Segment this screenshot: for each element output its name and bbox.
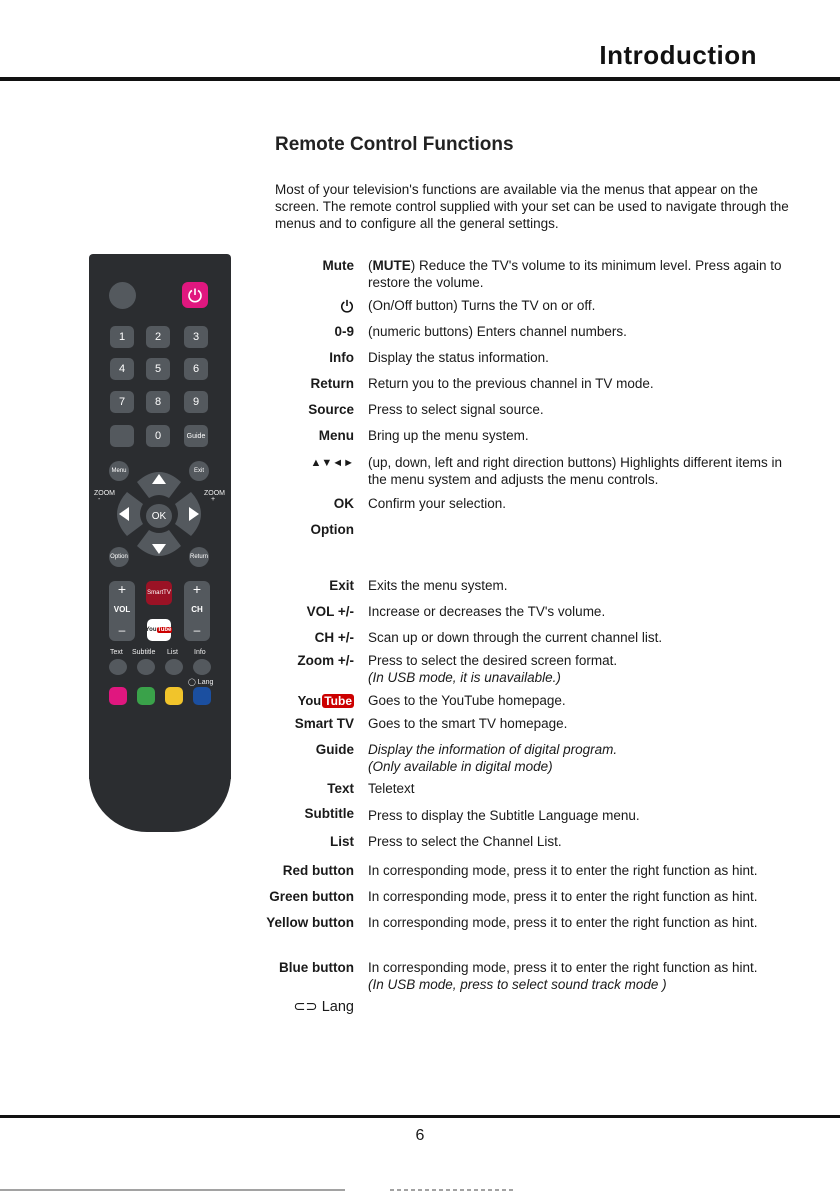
desc-line: In corresponding mode, press it to enter the right function as hint. <box>368 960 758 975</box>
power-icon <box>340 299 354 313</box>
info-button[interactable] <box>193 659 211 675</box>
function-key: Exit <box>329 578 354 593</box>
function-key: CH +/- <box>314 630 354 645</box>
subtitle-label: Subtitle <box>132 649 156 656</box>
function-key: Mute <box>322 258 354 273</box>
list-button[interactable] <box>165 659 183 675</box>
blank-button[interactable] <box>110 425 134 447</box>
desc-note: (In USB mode, it is unavailable.) <box>368 669 561 685</box>
function-key: Red button <box>282 863 354 878</box>
remote-control-illustration <box>89 254 231 832</box>
text-button[interactable] <box>109 659 127 675</box>
section-title: Remote Control Functions <box>275 134 514 155</box>
youtube-button[interactable] <box>147 619 171 641</box>
ch-plus-label: + <box>192 581 202 597</box>
function-desc: Scan up or down through the current channel list. <box>368 630 663 645</box>
digit-button-6[interactable]: 6 <box>184 358 208 380</box>
function-key: Zoom +/- <box>297 653 354 668</box>
function-key: Info <box>329 350 354 365</box>
youtube-you-text: You <box>145 627 157 633</box>
lang-label-text: Lang <box>197 679 214 686</box>
zoom-plus-label: ZOOM <box>204 490 225 497</box>
vol-minus-label: – <box>118 623 126 637</box>
function-key: Yellow button <box>266 915 354 930</box>
function-key: Green button <box>269 889 354 904</box>
function-key: OK <box>333 496 354 511</box>
desc-rest: ) Reduce the TV's volume to its minimum level. Press again to restore the volume. <box>368 258 782 290</box>
desc-note: (Only available in digital mode) <box>368 758 553 774</box>
zoom-minus-label: ZOOM <box>94 490 115 497</box>
desc-bold: MUTE <box>372 258 411 273</box>
green-button[interactable] <box>137 687 155 705</box>
function-desc: Goes to the YouTube homepage. <box>368 693 566 708</box>
function-desc: Goes to the smart TV homepage. <box>368 716 568 731</box>
function-desc: In corresponding mode, press it to enter the right function as hint. <box>368 863 758 878</box>
footer-rule <box>0 1115 840 1118</box>
power-button[interactable] <box>182 282 208 308</box>
youtube-tube: Tube <box>324 693 352 708</box>
vol-rocker[interactable] <box>109 581 135 641</box>
function-desc: Teletext <box>368 781 415 796</box>
function-key: Blue button <box>279 960 354 975</box>
function-key: Menu <box>318 428 354 443</box>
zoom-plus-symbol: + <box>211 496 216 503</box>
menu-button[interactable]: Menu <box>109 461 129 481</box>
function-key: Source <box>308 402 354 417</box>
function-desc: Return you to the previous channel in TV mode. <box>368 376 654 391</box>
lang-label <box>188 678 213 686</box>
function-key <box>293 999 354 1015</box>
return-button[interactable]: Return <box>189 547 209 567</box>
digit-button-0[interactable]: 0 <box>146 425 170 447</box>
function-key <box>298 693 354 708</box>
list-label: List <box>167 649 178 656</box>
digit-button-7[interactable]: 7 <box>110 391 134 413</box>
source-button[interactable] <box>109 282 136 309</box>
function-key: List <box>329 834 354 849</box>
function-desc: Increase or decreases the TV's volume. <box>368 604 606 619</box>
digit-button-1[interactable]: 1 <box>110 326 134 348</box>
desc-note: (In USB mode, press to select sound track mode ) <box>368 976 667 992</box>
function-key: 0-9 <box>334 324 354 339</box>
function-key: ▲▼◄► <box>310 457 354 469</box>
function-desc: (numeric buttons) Enters channel numbers. <box>368 324 627 339</box>
function-desc: Display the status information. <box>368 350 549 365</box>
scan-artifact-marks <box>0 1189 840 1191</box>
page-header-title: Introduction <box>599 40 757 70</box>
function-key: Smart TV <box>294 716 354 731</box>
function-desc <box>368 742 798 775</box>
option-button[interactable]: Option <box>109 547 129 567</box>
lang-icon: ◯ <box>188 679 196 686</box>
guide-button[interactable]: Guide <box>184 425 208 447</box>
function-desc <box>368 960 798 993</box>
zoom-minus-symbol: - <box>98 496 101 503</box>
digit-button-9[interactable]: 9 <box>184 391 208 413</box>
function-desc: (On/Off button) Turns the TV on or off. <box>368 298 596 313</box>
function-desc: (up, down, left and right direction buttons) Highlights different items in the menu system and adjusts the menu controls. <box>368 455 782 487</box>
function-key: Guide <box>315 742 354 757</box>
red-button[interactable] <box>109 687 127 705</box>
digit-button-5[interactable]: 5 <box>146 358 170 380</box>
ok-button[interactable]: OK <box>146 504 172 528</box>
function-desc: Confirm your selection. <box>368 496 507 511</box>
remote-tail <box>89 754 231 832</box>
digit-button-3[interactable]: 3 <box>184 326 208 348</box>
power-icon <box>187 287 203 303</box>
function-desc <box>368 258 798 291</box>
youtube-you: You <box>297 693 322 708</box>
digit-button-2[interactable]: 2 <box>146 326 170 348</box>
info-label: Info <box>194 649 206 656</box>
youtube-logo <box>298 693 354 708</box>
function-key <box>340 298 354 313</box>
smarttv-button[interactable]: SmartTV <box>146 581 172 605</box>
vol-label: VOL <box>113 605 131 614</box>
function-key: VOL +/- <box>306 604 354 619</box>
youtube-tube-text: Tube <box>157 627 172 633</box>
function-desc: In corresponding mode, press it to enter the right function as hint. <box>368 889 758 904</box>
desc-prefix: ( <box>368 258 373 273</box>
intro-paragraph: Most of your television's functions are available via the menus that appear on the screen. The remote control supplied with your set can be used to navigate through the menus and to configure all the general settings. <box>275 182 789 231</box>
ch-minus-label: – <box>193 623 201 637</box>
function-desc: In corresponding mode, press it to enter the right function as hint. <box>368 915 758 930</box>
lang-icon: ⊂⊃ <box>293 999 318 1015</box>
function-desc: Press to display the Subtitle Language menu. <box>368 808 640 823</box>
function-key: Option <box>310 522 354 537</box>
digit-button-8[interactable]: 8 <box>146 391 170 413</box>
desc-line: Display the information of digital program. <box>368 742 618 757</box>
lang-key-text: Lang <box>321 999 354 1015</box>
function-desc: Bring up the menu system. <box>368 428 529 443</box>
function-desc: Press to select signal source. <box>368 402 544 417</box>
function-desc: Exits the menu system. <box>368 578 508 593</box>
vol-plus-label: + <box>117 581 127 597</box>
function-key: Subtitle <box>304 806 354 821</box>
subtitle-button[interactable] <box>137 659 155 675</box>
ch-rocker[interactable] <box>184 581 210 641</box>
function-key: Return <box>310 376 354 391</box>
text-label: Text <box>110 649 123 656</box>
function-key: Text <box>327 781 354 796</box>
function-desc <box>368 653 798 686</box>
yellow-button[interactable] <box>165 687 183 705</box>
exit-button[interactable]: Exit <box>189 461 209 481</box>
page-number: 6 <box>415 1127 425 1144</box>
desc-line: Press to select the desired screen format. <box>368 653 618 668</box>
blue-button[interactable] <box>193 687 211 705</box>
header-rule <box>0 77 840 81</box>
function-desc: Press to select the Channel List. <box>368 834 562 849</box>
digit-button-4[interactable]: 4 <box>110 358 134 380</box>
ch-label: CH <box>191 605 203 614</box>
